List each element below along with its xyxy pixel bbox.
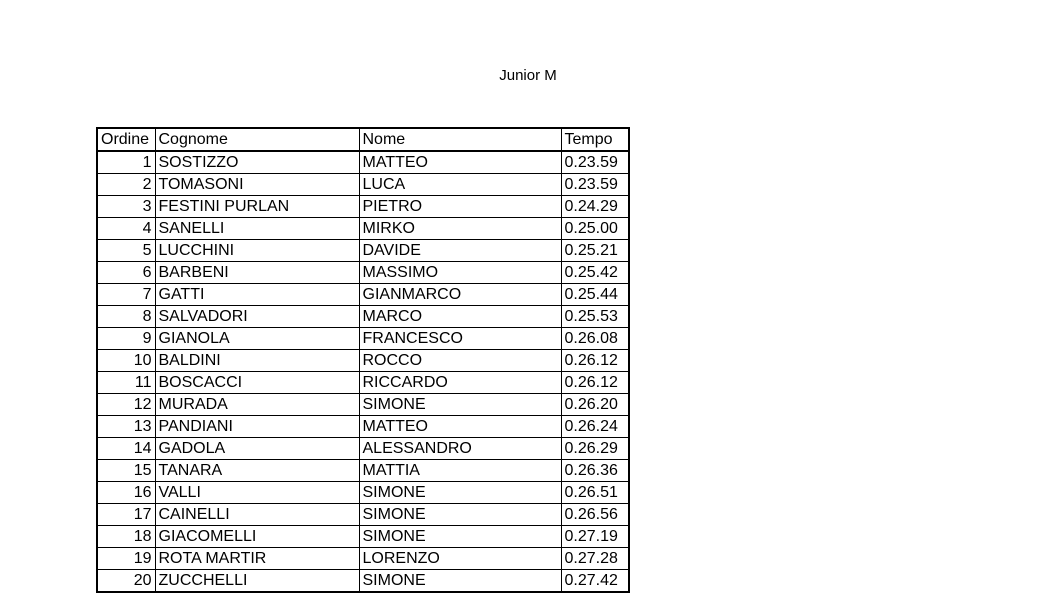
cell-ordine: 1 xyxy=(97,151,155,174)
cell-nome: RICCARDO xyxy=(359,372,561,394)
cell-cognome: TANARA xyxy=(155,460,359,482)
page-title-text: Junior M xyxy=(499,67,557,84)
cell-cognome: SOSTIZZO xyxy=(155,151,359,174)
cell-tempo: 0.25.44 xyxy=(561,284,629,306)
table-row xyxy=(97,482,629,504)
table-row xyxy=(97,548,629,570)
table-row xyxy=(97,438,629,460)
table-row xyxy=(97,372,629,394)
cell-cognome: TOMASONI xyxy=(155,174,359,196)
cell-tempo: 0.23.59 xyxy=(561,151,629,174)
cell-ordine: 17 xyxy=(97,504,155,526)
table-row xyxy=(97,262,629,284)
cell-cognome: MURADA xyxy=(155,394,359,416)
table-row xyxy=(97,350,629,372)
table-row xyxy=(97,328,629,350)
column-header-tempo: Tempo xyxy=(561,128,629,151)
cell-cognome: FESTINI PURLAN xyxy=(155,196,359,218)
cell-nome: DAVIDE xyxy=(359,240,561,262)
cell-cognome: VALLI xyxy=(155,482,359,504)
cell-cognome: CAINELLI xyxy=(155,504,359,526)
cell-nome: PIETRO xyxy=(359,196,561,218)
cell-ordine: 3 xyxy=(97,196,155,218)
table-row xyxy=(97,218,629,240)
cell-ordine: 12 xyxy=(97,394,155,416)
cell-nome: MIRKO xyxy=(359,218,561,240)
cell-tempo: 0.26.36 xyxy=(561,460,629,482)
cell-ordine: 16 xyxy=(97,482,155,504)
cell-tempo: 0.26.24 xyxy=(561,416,629,438)
table-row xyxy=(97,174,629,196)
cell-nome: MASSIMO xyxy=(359,262,561,284)
cell-tempo: 0.26.29 xyxy=(561,438,629,460)
cell-cognome: PANDIANI xyxy=(155,416,359,438)
cell-ordine: 2 xyxy=(97,174,155,196)
cell-nome: LUCA xyxy=(359,174,561,196)
cell-ordine: 19 xyxy=(97,548,155,570)
table-row xyxy=(97,240,629,262)
cell-cognome: SALVADORI xyxy=(155,306,359,328)
table-row xyxy=(97,460,629,482)
cell-nome: MATTEO xyxy=(359,416,561,438)
cell-tempo: 0.25.42 xyxy=(561,262,629,284)
table-row xyxy=(97,526,629,548)
cell-ordine: 10 xyxy=(97,350,155,372)
table-body xyxy=(97,151,629,592)
cell-tempo: 0.27.19 xyxy=(561,526,629,548)
cell-ordine: 5 xyxy=(97,240,155,262)
table-row xyxy=(97,306,629,328)
table-header xyxy=(97,128,629,151)
cell-nome: SIMONE xyxy=(359,526,561,548)
cell-tempo: 0.27.42 xyxy=(561,570,629,593)
cell-cognome: LUCCHINI xyxy=(155,240,359,262)
cell-tempo: 0.27.28 xyxy=(561,548,629,570)
cell-ordine: 9 xyxy=(97,328,155,350)
cell-cognome: GIANOLA xyxy=(155,328,359,350)
table-row xyxy=(97,570,629,593)
header-row xyxy=(97,128,629,151)
cell-ordine: 11 xyxy=(97,372,155,394)
cell-nome: SIMONE xyxy=(359,504,561,526)
cell-nome: MATTEO xyxy=(359,151,561,174)
cell-tempo: 0.26.12 xyxy=(561,372,629,394)
cell-cognome: GATTI xyxy=(155,284,359,306)
cell-ordine: 4 xyxy=(97,218,155,240)
cell-cognome: ROTA MARTIR xyxy=(155,548,359,570)
cell-ordine: 18 xyxy=(97,526,155,548)
cell-ordine: 15 xyxy=(97,460,155,482)
table-row xyxy=(97,151,629,174)
cell-tempo: 0.25.53 xyxy=(561,306,629,328)
cell-nome: MARCO xyxy=(359,306,561,328)
column-header-nome: Nome xyxy=(359,128,561,151)
cell-nome: SIMONE xyxy=(359,394,561,416)
cell-nome: GIANMARCO xyxy=(359,284,561,306)
cell-cognome: GIACOMELLI xyxy=(155,526,359,548)
table-row xyxy=(97,196,629,218)
table-row xyxy=(97,416,629,438)
cell-tempo: 0.26.56 xyxy=(561,504,629,526)
results-table xyxy=(96,127,630,593)
cell-tempo: 0.24.29 xyxy=(561,196,629,218)
cell-cognome: ZUCCHELLI xyxy=(155,570,359,593)
table-row xyxy=(97,504,629,526)
cell-cognome: BOSCACCI xyxy=(155,372,359,394)
cell-ordine: 7 xyxy=(97,284,155,306)
cell-nome: SIMONE xyxy=(359,482,561,504)
cell-cognome: BARBENI xyxy=(155,262,359,284)
cell-tempo: 0.26.51 xyxy=(561,482,629,504)
cell-cognome: GADOLA xyxy=(155,438,359,460)
cell-tempo: 0.26.08 xyxy=(561,328,629,350)
cell-tempo: 0.26.20 xyxy=(561,394,629,416)
cell-nome: ROCCO xyxy=(359,350,561,372)
cell-ordine: 20 xyxy=(97,570,155,593)
cell-tempo: 0.26.12 xyxy=(561,350,629,372)
cell-nome: MATTIA xyxy=(359,460,561,482)
column-header-cognome: Cognome xyxy=(155,128,359,151)
cell-ordine: 6 xyxy=(97,262,155,284)
cell-nome: ALESSANDRO xyxy=(359,438,561,460)
cell-cognome: SANELLI xyxy=(155,218,359,240)
cell-nome: FRANCESCO xyxy=(359,328,561,350)
cell-ordine: 13 xyxy=(97,416,155,438)
table-row xyxy=(97,394,629,416)
cell-cognome: BALDINI xyxy=(155,350,359,372)
table-row xyxy=(97,284,629,306)
cell-tempo: 0.25.21 xyxy=(561,240,629,262)
cell-ordine: 14 xyxy=(97,438,155,460)
cell-nome: SIMONE xyxy=(359,570,561,593)
page-title xyxy=(0,67,1058,85)
cell-tempo: 0.25.00 xyxy=(561,218,629,240)
cell-tempo: 0.23.59 xyxy=(561,174,629,196)
cell-nome: LORENZO xyxy=(359,548,561,570)
column-header-ordine: Ordine xyxy=(97,128,155,151)
cell-ordine: 8 xyxy=(97,306,155,328)
